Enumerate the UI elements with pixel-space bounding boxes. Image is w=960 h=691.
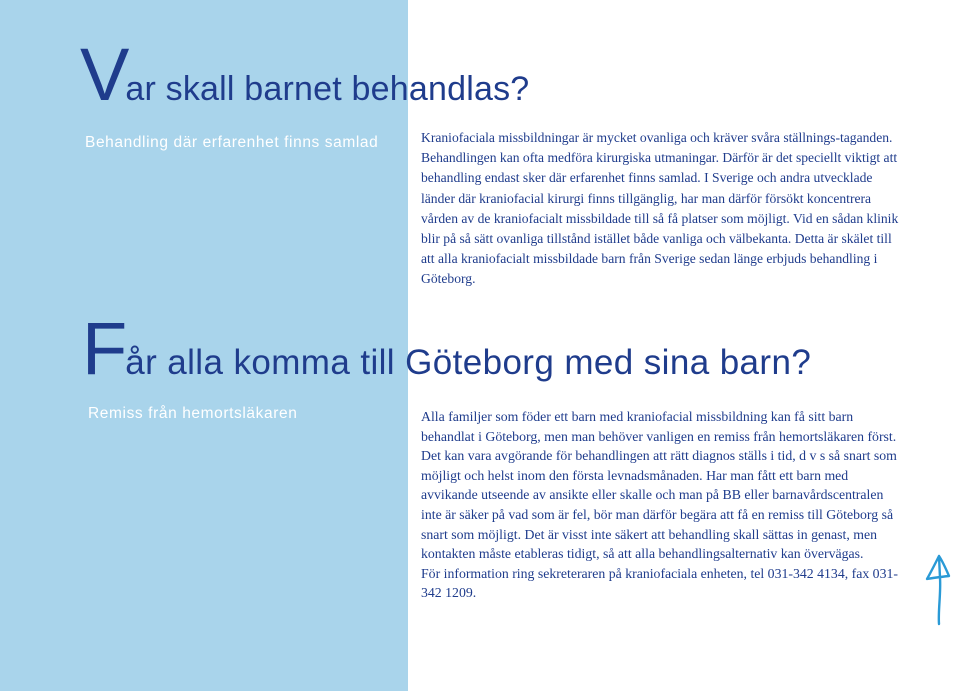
section2-contact: För information ring sekreteraren på kraniofaciala enheten, tel 031-342 4134, fax 031-342 1209.: [421, 565, 898, 601]
section2-heading-text: år alla komma till Göteborg med sina barn?: [125, 343, 812, 382]
section1-body: Kraniofaciala missbildningar är mycket ovanliga och kräver svåra ställnings-taganden. Behandlingen kan ofta medföra kirurgiska utmaningar. Därför är det speciellt viktigt att behandling endast sker där erfarenhet finns samlad. I Sverige och andra utvecklade länder där kraniofacial kirurgi finns tillgänglig, har man därför försökt koncentrera vården av de kraniofacialt missbildade till så få platser som möjligt. Vid en sådan klinik blir på så sätt ovanliga tillstånd istället både vanliga och välbekanta. Detta är skälet till att alla kraniofacialt missbildade barn från Sverige sedan länge erbjuds behandling i Göteborg.: [421, 130, 899, 287]
section2-drop-letter: F: [82, 307, 128, 390]
section1-sidehead: Behandling där erfarenhet finns samlad: [85, 134, 379, 151]
section1-drop-letter: V: [80, 33, 130, 116]
hand-drawn-up-arrow-icon: [922, 548, 952, 626]
section2-sidehead: Remiss från hemortsläkaren: [88, 405, 298, 422]
section2-heading: [82, 307, 812, 390]
section1-heading: [80, 33, 530, 116]
section1-heading-text: ar skall barnet behandlas?: [125, 70, 530, 108]
section2-text-block: [421, 407, 901, 603]
section2-body: Alla familjer som föder ett barn med kraniofacial missbildning kan få sitt barn behandlat i Göteborg, men man behöver vanligen en remiss från hemortsläkaren först. Det kan vara avgörande för behandlingen att rätt diagnos ställs i tid, d v s så snart som möjligt och helst inom den första levnadsmånaden. Har man fått ett barn med avvikande utseende av ansikte eller skalle och man på BB eller barnavårdscentralen inte är säker på vad som är fel, bör man därför begära att få en remiss till Göteborg så snart som möjligt. Det är visst inte säkert att behandling skall sättas in genast, men kontakten måste etableras tidigt, så att alla behandlingsalternativ kan övervägas.: [421, 409, 897, 562]
